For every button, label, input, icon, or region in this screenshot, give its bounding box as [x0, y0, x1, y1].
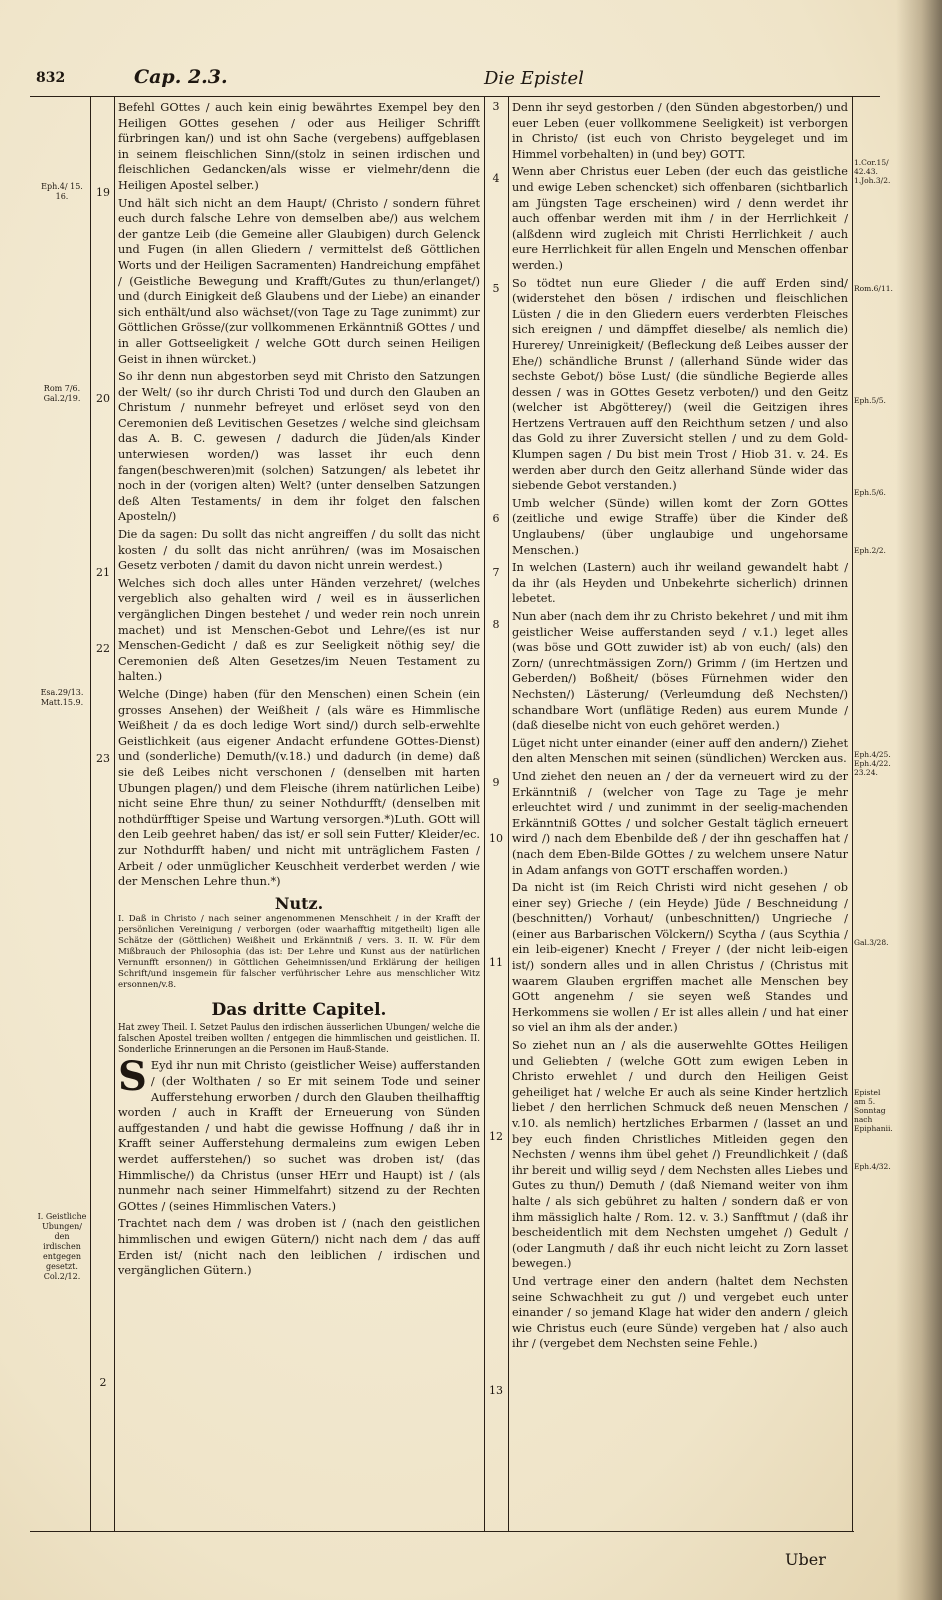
margin-note: Epistel am 5. Sonntag nach Epiphanii.	[854, 1088, 893, 1133]
verse-number: 21	[96, 566, 110, 579]
verse-number: 5	[492, 282, 500, 295]
chapter-summary: Hat zwey Theil. I. Setzet Paulus den irdischen äusserlichen Ubungen/ welche die falschen Apostel treiben wollten / entgegen die himmlischen und geistlichen. II. Sonderliche Erinnerungen an die Personen im Hauß-Stande.	[118, 1022, 480, 1056]
verse-number: 12	[489, 1130, 503, 1143]
verse-text: So tödtet nun eure Glieder / die auff Erden sind/ (widerstehet den bösen / irdischen und fleischlichen Lüsten / die in den Gliedern euers verderbten Fleisches sich ereignen / und dämpffet dieselbe/ als nemlich die) Hurerey/ Unreinigkeit/ (Befleckung deß Leibes ausser der Ehe/) schändliche Brunst / (allerhand Sünde wider das sechste Gebot/) böse Lust/ (die sündliche Begierde alles dessen / was in GOttes Gesetz verboten/) und den Geitz (welcher ist Abgötterey/) (weil die Geitzigen ihres Hertzens Vertrauen auff den Reichthum setzen / und also das Gold zu ihrer Zuversicht stellen / und zu dem Gold-Klumpen sagen / Du bist mein Trost / Hiob 31. v. 24. Es werden aber durch den Geitz allerhand Sünde wider das siebende Gebot verstanden.)	[512, 276, 848, 493]
rule-bottom	[30, 1531, 854, 1532]
verse-number: 8	[492, 618, 500, 631]
verse-text: Da nicht ist (im Reich Christi wird nicht gesehen / ob einer sey) Grieche / (ein Heyde) Jüde / Beschneidung / (beschnitten/) Vorhaut/ (unbeschnitten/) Ungrieche / (einer aus Barbarischen Völckern/) Scytha / (aus Scythia / ein leib-eigener) Knecht / Freyer / (der nicht leib-eigen ist/) sondern alles und in allen Christus / (Christus mit waarem Glauben ergriffen machet alle Menschen bey GOtt angenehm / sie seyen weß Standes und Herkommens sie wollen / Er ist alles allein / und hat einer so viel an ihm als der ander.)	[512, 881, 848, 1035]
verse-number: 20	[96, 392, 110, 405]
rule-center-b	[508, 96, 509, 1531]
verse-text: Trachtet nach dem / was droben ist / (nach den geistlichen himmlischen und ewigen Gütern/) nicht nach dem / das auff Erden ist/ (nicht nach den leiblichen / irdischen und vergänglichen Gütern.)	[118, 1217, 480, 1278]
margin-note: Eph.4/ 15. 16.	[41, 182, 83, 201]
verse-number: 13	[489, 1384, 503, 1397]
verse-text: Denn ihr seyd gestorben / (den Sünden abgestorben/) und euer Leben (euer vollkommene Seeligkeit) ist verborgen in Christo/ (ist euch von Christo beygeleget und im Himmel vorbehalten) in (und bey) GOTT.	[512, 101, 848, 161]
verse-text: Befehl GOttes / auch kein einig bewährtes Exempel bey den Heiligen GOttes gesehen / oder aus Heiliger Schrifft fürbringen kan/) und ist ohn Sache (vergebens) auffgeblasen in seinem fleischlichen Sinn/(stolz in seinen irdischen und fleischlichen Gedancken/als wisse er vielmehr/denn die Heiligen Apostel selber.)	[118, 101, 480, 192]
rule-left-margin	[90, 96, 91, 1531]
margin-note: I. Geistliche Ubungen/ den irdischen entgegen gesetzt. Col.2/12.	[37, 1212, 87, 1281]
verse-number: 9	[492, 776, 500, 789]
verse-number: 4	[492, 172, 500, 185]
verse-text: Und hält sich nicht an dem Haupt/ (Christo / sondern führet euch durch falsche Lehre von demselben abe/) aus welchem der gantze Leib (die Gemeine aller Glaubigen) durch Gelenck und Fugen (in allen Gliedern / vermittelst deß Göttlichen Worts und der Heiligen Sacramenten) Handreichung empfähet / (Geistliche Bewegung und Krafft/Gutes zu thun/erlanget/) und (durch Einigkeit deß Glaubens und der Liebe) an einander sich enthält/und also wächset/(von Tage zu Tage zunimmt) zur Göttlichen Grösse/(zur vollkommenen Erkänntniß GOttes / und in aller Gottseeligkeit / welche GOtt durch seinen Heiligen Geist in ihnen würcket.)	[118, 196, 480, 366]
verse-1-text: Eyd ihr nun mit Christo (geistlicher Weise) aufferstanden / (der Wolthaten / so Er mit seinem Tode und seiner Aufferstehung erworben / durch den Glauben theilhafftig worden / auch in Krafft der Erneuerung von Sünden auffgestanden / und habt die gewisse Hoffnung / daß ihr in Krafft seiner Aufferstehung dermaleins zum ewigen Leben werdet aufferstehen/) so suchet was droben ist/ (das Himmlische/) da Christus (unser HErr und Haupt) ist / (als nunmehr nach seiner Himmelfahrt) sitzend zu der Rechten GOttes / (seines Himmlischen Vaters.)	[118, 1059, 480, 1213]
rule-right-margin	[852, 96, 853, 1531]
verse-number: 11	[489, 956, 503, 969]
nutz-text: I. Daß in Christo / nach seiner angenommenen Menschheit / in der Krafft der persönlichen Vereinigung / verborgen (oder waarhafftig mitgetheilt) ligen alle Schätze der (Göttlichen) Weißheit und Erkänntniß / vers. 3. II. W. Für dem Mißbrauch der Philosophia (das ist: Der Lehre und Kunst aus der natürlichen Vernunfft ersonnen/) in Göttlichen Geheimnissen/und Erklärung der heiligen Schrift/und insgemein für falscher verführischer Lehre aus menschlicher Witz ersonnen/v.8.	[118, 914, 480, 991]
margin-note: Eph.5/5.	[854, 396, 886, 405]
verse-text: Und vertrage einer den andern (haltet dem Nechsten seine Schwachheit zu gut /) und vergebet euch unter einander / so jemand Klage hat wider den andern / gleich wie Christus euch (eure Sünde) vergeben hat / also auch ihr / (vergebet dem Nechsten seine Fehle.)	[512, 1274, 848, 1351]
verse-text: Welches sich doch alles unter Händen verzehret/ (welches vergeblich also gehalten wird / weil es in äusserlichen vergänglichen Dingen bestehet / und weder rein noch unrein machet) und ist Menschen-Gebot und Lehre/(es ist nur Menschen-Gedicht / daß es zur Seeligkeit nöthig sey/ die Ceremonien deß Alten Gesetzes/im Neuen Testament zu halten.)	[118, 576, 480, 684]
verse-text: Wenn aber Christus euer Leben (der euch das geistliche und ewige Leben schencket) sich offenbaren (sichtbarlich am Jüngsten Tage erscheinen) wird / denn werdet ihr auch offenbar werden mit ihm / in der Herrlichkeit / (alßdenn wird zugleich mit Christi Herrlichkeit / auch eure Herrlichkeit für allen Engeln und Menschen offenbar werden.)	[512, 165, 848, 272]
running-head: Die Epistel	[484, 68, 584, 89]
verse-number: 22	[96, 642, 110, 655]
catchword: Uber	[785, 1550, 826, 1569]
verse-number: 23	[96, 752, 110, 765]
verse-number: 19	[96, 186, 110, 199]
margin-note: Rom.6/11.	[854, 284, 893, 293]
nutz-heading: Nutz.	[274, 893, 324, 913]
verse-text: So ziehet nun an / als die auserwehlte GOttes Heiligen und Geliebten / (welche GOtt zum ewigen Leben in Christo erwehlet / und durch den Heiligen Geist geheiliget hat / welche Er auch als seine Kinder hertzlich liebet / den herrlichen Schmuck deß neuen Menschen / v.10. als nemlich) hertzliches Erbarmen / (lasset an und bey euch finden Christliches Mitleiden gegen den Nechsten / wenns ihm übel gehet /) Freundlichkeit / (daß ihr bereit und willig seyd / dem Nechsten alles Liebes und Gutes zu thun/) Demuth / (daß Niemand weiter von ihm halte / als sich gebühret zu halten / sondern daß er von ihm mässiglich halte / Rom. 12. v. 3.) Sanfftmut / (daß ihr bescheidentlich mit dem Nechsten umgehet /) Gedult / (oder Langmuth / daß ihr euch nicht leicht zu Zorn lasset bewegen.)	[512, 1039, 848, 1271]
verse-number: 6	[492, 512, 500, 525]
verse-number: 2	[99, 1376, 107, 1389]
left-column	[118, 100, 480, 1528]
chapter-title: Das dritte Capitel.	[211, 1000, 387, 1021]
margin-note: Eph.4/25. Eph.4/22. 23.24.	[854, 750, 891, 777]
margin-note: Rom 7/6. Gal.2/19.	[43, 384, 81, 403]
verse-number: 7	[492, 566, 500, 579]
verse-text: Welche (Dinge) haben (für den Menschen) einen Schein (ein grosses Ansehen) der Weißheit / (als wäre es Himmlische Weißheit / da es doch ledige Wort sind/) durch selb-erwehlte Geistlichkeit (aus eigener Andacht erfundene GOttes-Dienst) und (sonderliche) Demuth/(v.18.) und dadurch (in deme) daß sie deß Leibes nicht verschonen / (denselben mit harten Ubungen plagen/) und dem Fleische (ihrem natürlichen Leibe) nicht seine Ehre thun/ zu seiner Nothdurfft/ (denselben mit nothdürfftiger Speise und Wartung versorgen.*)Luth. GOtt will den Leib geehret haben/ das ist/ er soll sein Futter/ Kleider/ec. zur Nothdurfft haben/ und nicht mit unträglichem Fasten / Arbeit / oder unmüglicher Keuschheit verderbet werden / wie der Menschen Lehre thun.*)	[118, 687, 480, 889]
rule-center-a	[484, 96, 485, 1531]
page-number: 832	[36, 70, 66, 86]
page-binding-shadow	[896, 0, 942, 1600]
drop-cap: S	[118, 1053, 147, 1101]
verse-text: So ihr denn nun abgestorben seyd mit Christo den Satzungen der Welt/ (so ihr durch Christi Tod und durch den Glauben an Christum / nunmehr befreyet und erlöset seyd von den Ceremonien deß Levitischen Gesetzes / welche sind gleichsam das A. B. C. gewesen / dadurch die Jüden/als Kinder unterwiesen worden/) was lasset ihr euch denn fangen(beschweren)mit (solchen) Satzungen/ als lebetet ihr noch in der (vorigen alten) Welt? (unter denselben Satzungen deß Alten Testaments/ in dem ihr folget den falschen Aposteln/)	[118, 370, 480, 524]
margin-note: 1.Cor.15/ 42.43. 1.Joh.3/2.	[854, 158, 891, 185]
margin-note: Eph.5/6.	[854, 488, 886, 497]
right-column	[512, 100, 848, 1528]
margin-note: Gal.3/28.	[854, 938, 889, 947]
verse-number: 10	[489, 832, 503, 845]
rule-left-verse	[114, 96, 115, 1531]
verse-text: Und ziehet den neuen an / der da verneuert wird zu der Erkänntniß / (welcher von Tage zu Tage je mehr erleuchtet wird / und zunimmt in der seelig-machenden Erkänntniß GOttes / und solcher Gestalt täglich erneuert wird /) nach dem Ebenbilde deß / der ihn geschaffen hat / (nach dem Eben-Bilde GOttes / zu welchem unsere Natur in Adam anfangs von GOTT erschaffen worden.)	[512, 769, 848, 877]
verse-text: Die da sagen: Du sollt das nicht angreiffen / du sollt das nicht kosten / du sollt das nicht anrühren/ (was im Mosaischen Gesetz verboten / damit du davon nicht unrein werdest.)	[118, 528, 480, 573]
margin-note: Esa.29/13. Matt.15.9.	[40, 688, 84, 707]
verse-number: 3	[492, 100, 500, 113]
verse-text: Nun aber (nach dem ihr zu Christo bekehret / und mit ihm geistlicher Weise aufferstanden seyd / v.1.) leget alles (was böse und GOtt zuwider ist) ab von euch/ (als) den Zorn/ (unrechtmässigen Zorn/) Grimm / (im Hertzen und Geberden/) Boßheit/ (böses Fürnehmen wider den Nechsten/) Lästerung/ (Verleumdung deß Nechsten/) schandbare Wort (unflätige Reden) aus eurem Munde / (daß dieselbe nicht von euch gehöret werden.)	[512, 610, 848, 733]
verse-text: In welchen (Lastern) auch ihr weiland gewandelt habt / da ihr (als Heyden und Unbekehrte sicherlich) drinnen lebetet.	[512, 561, 848, 606]
margin-note: Eph.4/32.	[854, 1162, 891, 1171]
verse-text	[118, 1053, 480, 1214]
verse-text: Umb welcher (Sünde) willen komt der Zorn GOttes (zeitliche und ewige Straffe) über die Kinder deß Unglaubens/ (über unglaubige und ungehorsame Menschen.)	[512, 496, 848, 557]
verse-text: Lüget nicht unter einander (einer auff den andern/) Ziehet den alten Menschen mit seinen (sündlichen) Wercken aus.	[512, 736, 848, 766]
page-header	[30, 66, 880, 97]
chapter-heading: Cap. 2.3.	[134, 66, 228, 88]
margin-note: Eph.2/2.	[854, 546, 886, 555]
